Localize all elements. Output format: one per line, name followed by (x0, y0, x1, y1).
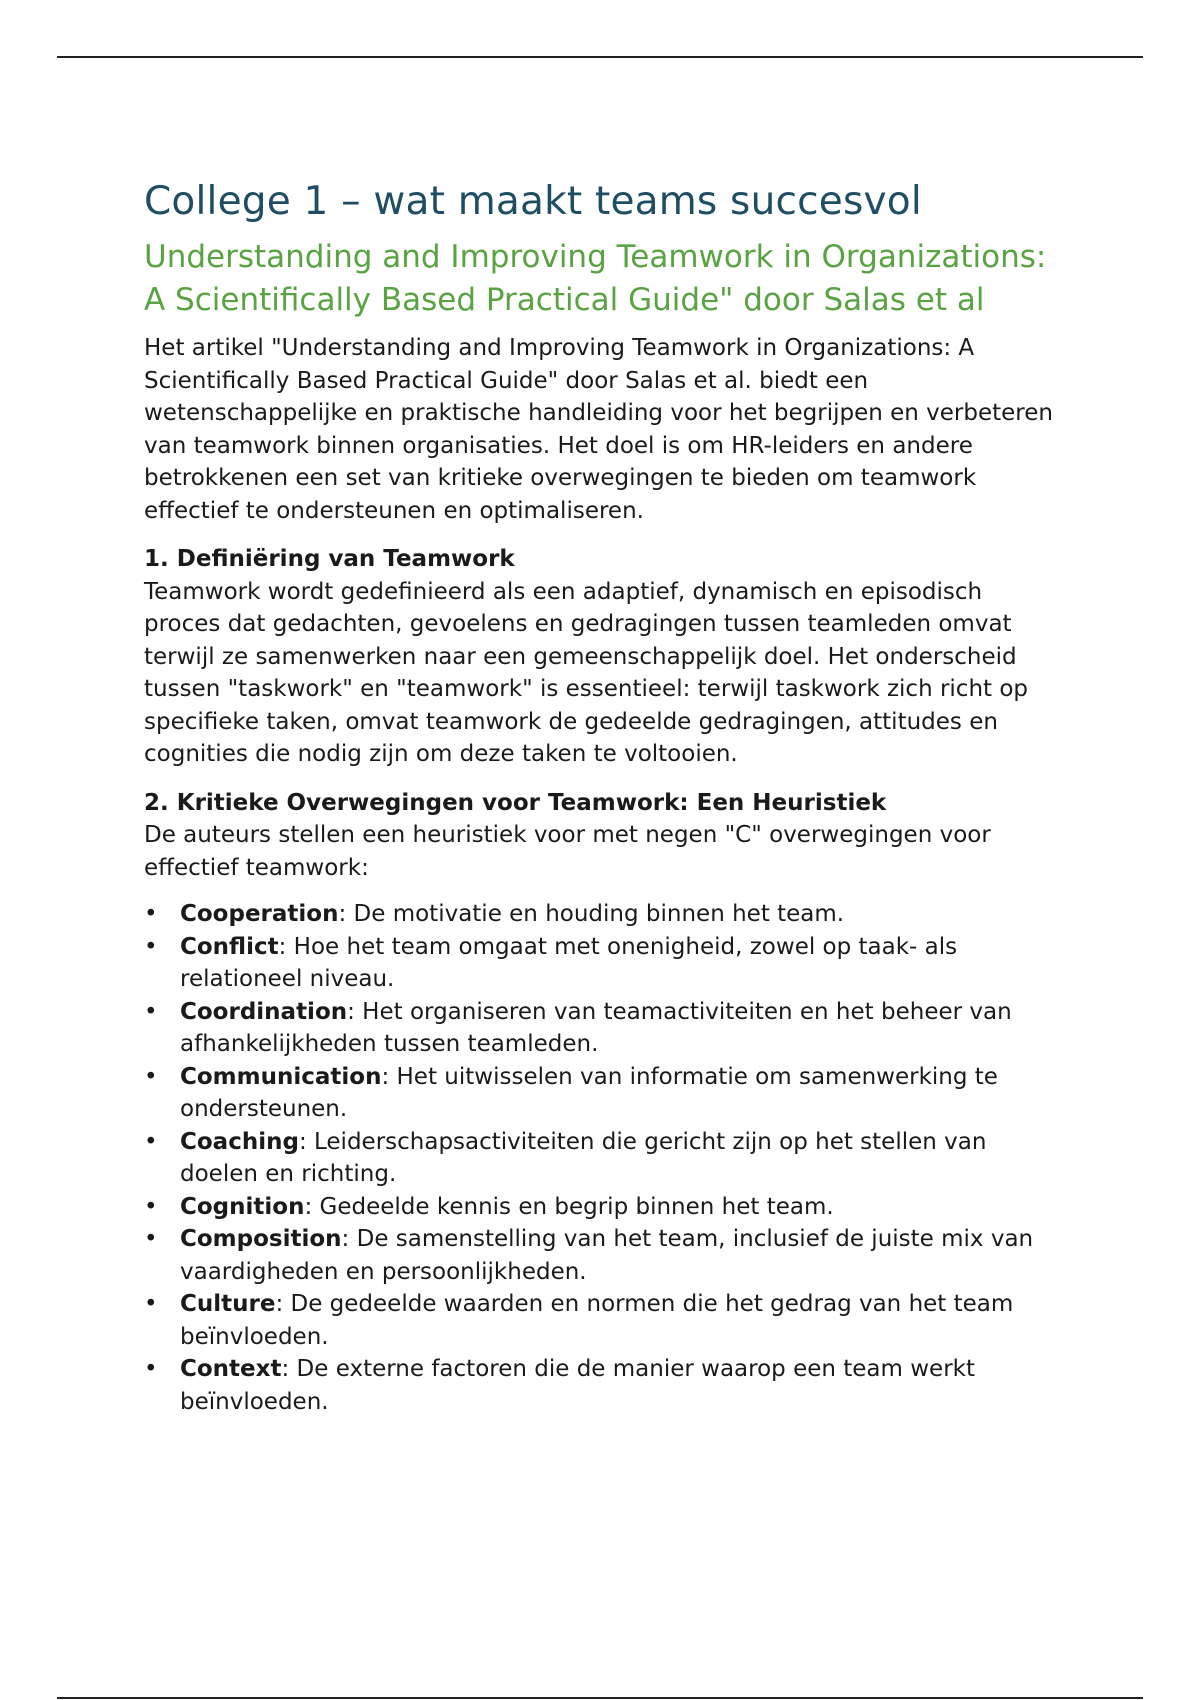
bullet-icon: • (144, 1128, 158, 1155)
list-item-text: : Leiderschapsactiviteiten die gericht zijn op het stellen van doelen en richting. (180, 1128, 987, 1187)
list-item (144, 1288, 1064, 1353)
considerations-list (144, 898, 1064, 1418)
list-item-text: : De externe factoren die de manier waarop een team werkt beïnvloeden. (180, 1356, 975, 1415)
bullet-icon: • (144, 998, 158, 1025)
list-item-term: Communication (180, 1063, 382, 1090)
document-title: College 1 – wat maakt teams succesvol (144, 179, 922, 224)
section-body: De auteurs stellen een heuristiek voor met negen "C" overwegingen voor effectief teamwork: (144, 822, 991, 881)
bullet-icon: • (144, 1226, 158, 1252)
list-item-text: : Gedeelde kennis en begrip binnen het team. (304, 1193, 834, 1220)
list-item-text: : De samenstelling van het team, inclusief de juiste mix van vaardigheden en persoonlijkheden. (180, 1226, 1034, 1285)
bullet-icon: • (144, 933, 158, 960)
list-item (144, 1223, 1064, 1288)
list-item (144, 931, 1064, 996)
list-item-term: Conflict (180, 933, 279, 960)
bullet-icon: • (144, 1291, 158, 1317)
bullet-icon: • (144, 901, 158, 927)
list-item (144, 1191, 1064, 1224)
document-subtitle: Understanding and Improving Teamwork in Organizations: A Scientifically Based Practical Guide" door Salas et al (144, 239, 1047, 318)
section-heading: 2. Kritieke Overwegingen voor Teamwork: Een Heuristiek (144, 789, 887, 816)
bullet-icon: • (144, 1063, 158, 1090)
list-item (144, 1061, 1064, 1126)
list-item-text: : Het uitwisselen van informatie om samenwerking te ondersteunen. (180, 1063, 998, 1122)
section-heuristic (144, 787, 1064, 885)
list-item (144, 898, 1064, 931)
bullet-icon: • (144, 1356, 158, 1382)
list-item-text: : De gedeelde waarden en normen die het gedrag van het team beïnvloeden. (180, 1291, 1014, 1350)
bullet-icon: • (144, 1193, 158, 1220)
page-bottom-rule (57, 1697, 1143, 1699)
document-content (144, 172, 1064, 1418)
intro-paragraph: Het artikel "Understanding and Improving Teamwork in Organizations: A Scientifically Based Practical Guide" door Salas et al. biedt een wetenschappelijke en praktische handleiding voor het begrijpen en verbeteren van teamwork binnen organisaties. Het doel is om HR-leiders en andere betrokkenen een set van kritieke overwegingen te bieden om teamwork effectief te ondersteunen en optimaliseren. (144, 335, 1053, 524)
list-item (144, 996, 1064, 1061)
list-item (144, 1353, 1064, 1418)
section-heading: 1. Definiëring van Teamwork (144, 546, 515, 572)
list-item-term: Coordination (180, 998, 348, 1025)
list-item-term: Cooperation (180, 901, 339, 927)
list-item-text: : Het organiseren van teamactiviteiten en het beheer van afhankelijkheden tussen teamleden. (180, 998, 1012, 1057)
section-body: Teamwork wordt gedefinieerd als een adaptief, dynamisch en episodisch proces dat gedachten, gevoelens en gedragingen tussen teamleden omvat terwijl ze samenwerken naar een gemeenschappelijk doel. Het onderscheid tussen "taskwork" en "teamwork" is essentieel: terwijl taskwork zich richt op specifieke taken, omvat teamwork de gedeelde gedragingen, attitudes en cognities die nodig zijn om deze taken te voltooien. (144, 578, 1029, 767)
list-item (144, 1126, 1064, 1191)
list-item-term: Context (180, 1356, 282, 1382)
list-item-term: Cognition (180, 1193, 305, 1220)
list-item-term: Coaching (180, 1128, 299, 1155)
page-top-rule (57, 56, 1143, 58)
section-definition (144, 543, 1064, 771)
list-item-text: : De motivatie en houding binnen het team. (338, 901, 845, 927)
list-item-text: : Hoe het team omgaat met onenigheid, zowel op taak- als relationeel niveau. (180, 933, 958, 992)
list-item-term: Culture (180, 1291, 276, 1317)
list-item-term: Composition (180, 1226, 342, 1252)
